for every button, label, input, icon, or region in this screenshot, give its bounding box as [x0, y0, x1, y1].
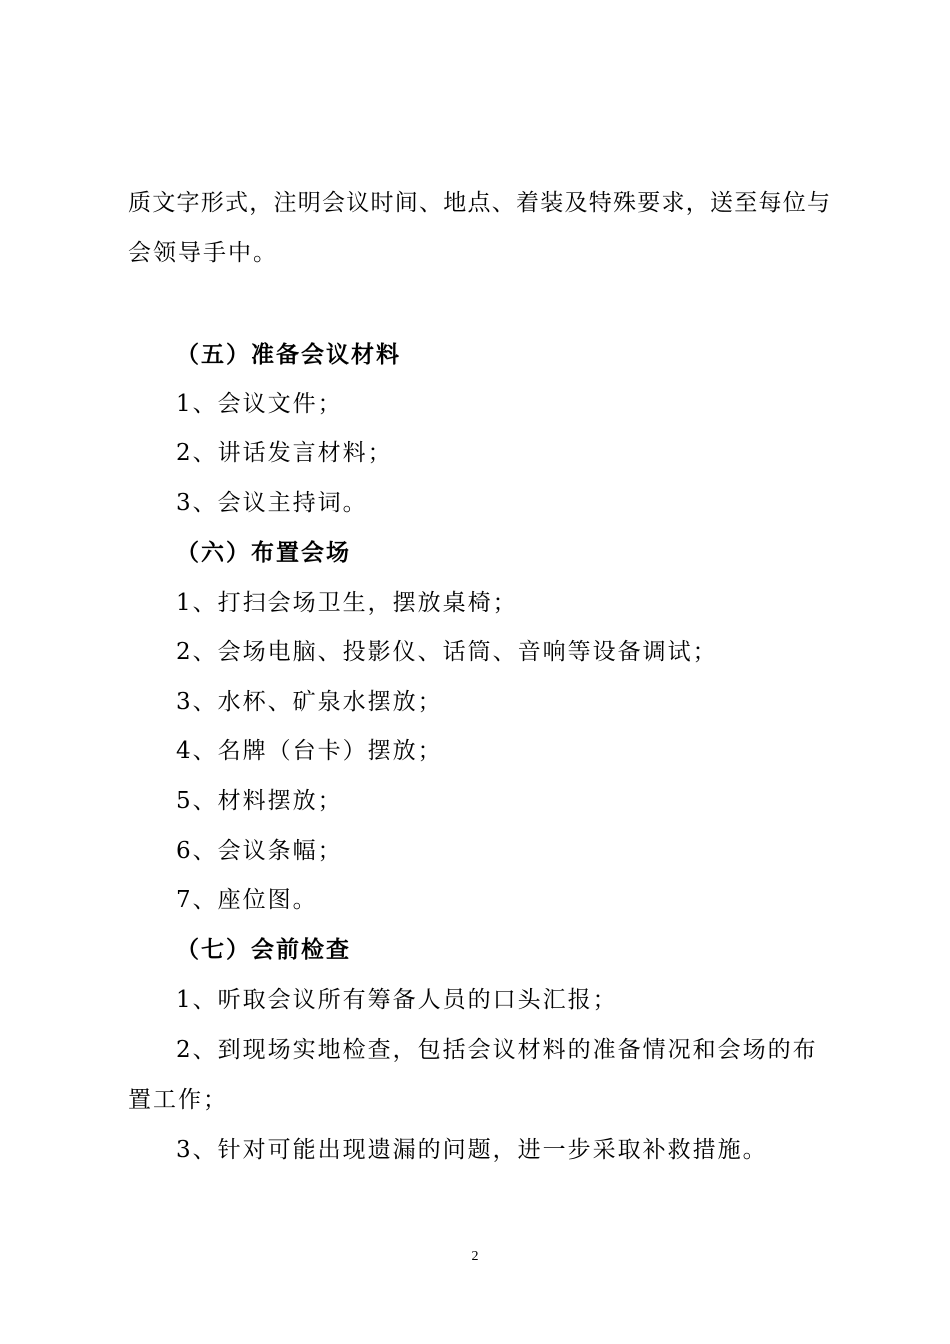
text-glyph: 、	[419, 190, 442, 216]
text-glyph: 明	[297, 190, 321, 216]
section-5-item: 1、会议文件；	[176, 391, 343, 417]
section-7-item-2-line-1: 2、到现场实地检查，包括会议材料的准备情况和会场的布	[176, 1037, 818, 1063]
text-glyph: 特	[588, 190, 612, 216]
text-glyph: 位	[782, 190, 806, 216]
section-6-item: 3、水杯、矿泉水摆放；	[176, 689, 443, 715]
text-glyph: 议	[346, 190, 370, 216]
text-glyph: 注	[273, 190, 297, 216]
page-number: 2	[471, 1249, 479, 1264]
text-glyph: 着	[516, 190, 539, 216]
text-glyph: 及	[564, 190, 588, 216]
text-glyph: 地	[443, 190, 467, 216]
text-glyph: ，	[249, 190, 273, 216]
text-glyph: 殊	[613, 190, 636, 216]
section-7-item: 3、针对可能出现遗漏的问题，进一步采取补救措施。	[176, 1137, 768, 1163]
text-glyph: 要	[637, 190, 661, 216]
text-glyph: 至	[734, 190, 758, 216]
section-7-item: 1、听取会议所有筹备人员的口头汇报；	[176, 987, 618, 1013]
text-glyph: 时	[370, 190, 394, 216]
intro-paragraph-line-1	[128, 188, 830, 218]
section-5-heading: （五）准备会议材料	[176, 342, 401, 368]
text-glyph: 、	[491, 190, 515, 216]
section-6-item: 6、会议条幅；	[176, 838, 343, 864]
text-glyph: 求	[661, 190, 685, 216]
section-5-item: 2、讲话发言材料；	[176, 440, 393, 466]
section-6-heading: （六）布置会场	[176, 540, 351, 566]
text-glyph: 每	[758, 190, 782, 216]
intro-paragraph-line-2: 会领导手中。	[128, 240, 278, 266]
section-7-heading: （七）会前检查	[176, 937, 351, 963]
text-glyph: 与	[807, 190, 830, 216]
text-glyph: 送	[710, 190, 733, 216]
text-glyph: 质	[128, 190, 151, 216]
section-6-item: 1、打扫会场卫生，摆放桌椅；	[176, 590, 518, 616]
text-glyph: 点	[467, 190, 491, 216]
text-glyph: 文	[152, 190, 176, 216]
text-glyph: 间	[394, 190, 418, 216]
text-glyph: ，	[685, 190, 709, 216]
section-5-item: 3、会议主持词。	[176, 490, 368, 516]
text-glyph: 会	[322, 190, 345, 216]
text-glyph: 式	[225, 190, 248, 216]
section-6-item: 7、座位图。	[176, 887, 318, 913]
section-6-item: 2、会场电脑、投影仪、话筒、音响等设备调试；	[176, 639, 718, 665]
text-glyph: 装	[540, 190, 564, 216]
text-glyph: 形	[200, 190, 224, 216]
section-6-item: 5、材料摆放；	[176, 788, 343, 814]
section-7-item-2-line-2: 置工作；	[128, 1087, 228, 1113]
text-glyph: 字	[176, 190, 200, 216]
section-6-item: 4、名牌（台卡）摆放；	[176, 738, 443, 764]
